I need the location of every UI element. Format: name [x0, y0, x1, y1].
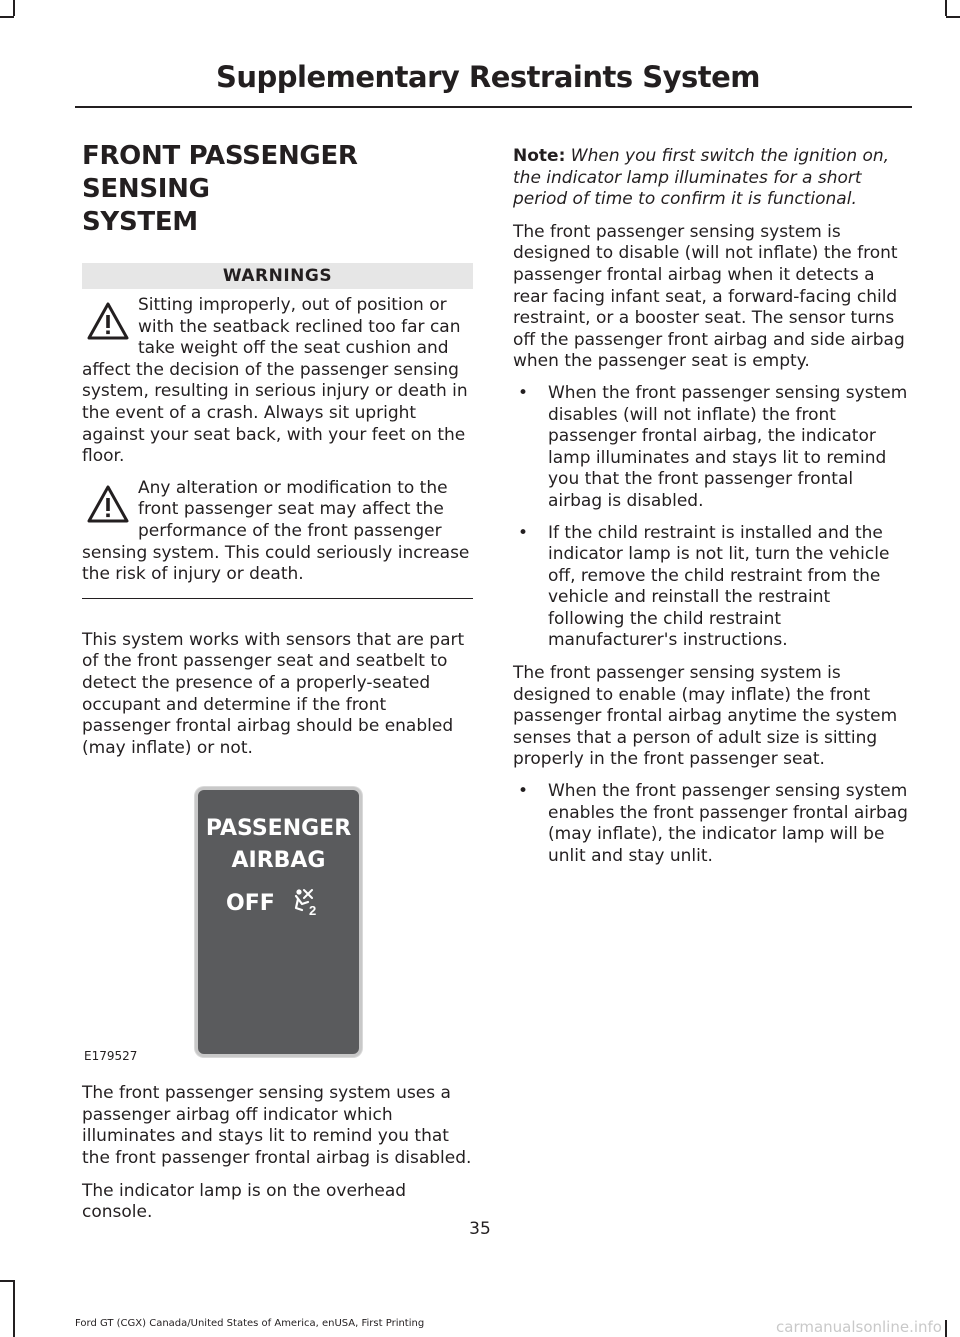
bullet-glyph: • [518, 522, 529, 543]
section-title [82, 140, 473, 239]
indicator-panel [195, 787, 362, 1057]
note-paragraph [513, 146, 908, 211]
crop-mark [0, 16, 14, 18]
paragraph: The indicator lamp is on the overhead console. [82, 1180, 407, 1223]
list-item [513, 383, 908, 513]
watermark: carmanualsonline.info [776, 1318, 942, 1336]
section-title-line1: FRONT PASSENGER SENSING [82, 141, 358, 204]
warning-item [82, 478, 473, 586]
crop-mark [945, 0, 947, 16]
passenger-airbag-icon [290, 886, 320, 918]
crop-mark [945, 1320, 947, 1337]
crop-mark [0, 1280, 14, 1282]
warning-triangle-icon [86, 484, 130, 524]
crop-mark [13, 1280, 15, 1337]
passenger-airbag-off-figure [82, 787, 473, 1069]
indicator-label-airbag: AIRBAG [231, 848, 326, 874]
list-item-text: If the child restraint is installed and the indicator lamp is not lit, turn the vehicle off, remove the child restraint from the vehicle and reinstall the restraint following the child restraint manufacturer's instructions. [548, 522, 890, 651]
indicator-label-passenger: PASSENGER [205, 816, 352, 842]
right-column [513, 146, 908, 867]
warning-text: Any alteration or modification to the front passenger seat may affect the performance of the front passenger sensing system. This could seriously increase the risk of injury or death. [82, 477, 470, 585]
note-text: When you first switch the ignition on, the indicator lamp illuminates for a short period of time to confirm it is functional. [513, 146, 890, 210]
page-header-title: Supplementary Restraints System [215, 60, 760, 94]
footer-text: Ford GT (CGX) Canada/United States of America, enUSA, First Printing [75, 1318, 425, 1329]
figure-id: E179527 [84, 1049, 138, 1064]
bullet-glyph: • [518, 781, 529, 802]
header-rule [75, 106, 912, 108]
list-item-text: When the front passenger sensing system disables (will not inflate) the front passenger frontal airbag, the indicator lamp illuminates and stays lit to remind you that the front passenger frontal airbag is disabled. [548, 382, 908, 511]
list-item [513, 523, 908, 653]
left-column [82, 140, 473, 1224]
warning-text: Sitting improperly, out of position or with the seatback reclined too far can take weight off the seat cushion and affect the decision of the passenger sensing system, resulting in serious injury or death in the event of a crash. Always sit upright against your seat back, with your feet on the floor. [82, 295, 468, 467]
paragraph: The front passenger sensing system is designed to enable (may inflate) the front passenger frontal airbag anytime the system senses that a person of adult size is sitting properly in the front passenger seat. [513, 663, 898, 770]
paragraph: The front passenger sensing system is designed to disable (will not inflate) the front passenger frontal airbag when it detects a rear facing infant seat, a forward-facing child restraint, or a booster seat. The sensor turns off the passenger front airbag and side airbag when the passenger seat is empty. [513, 221, 905, 372]
warnings-heading: WARNINGS [82, 263, 473, 289]
page-number: 35 [469, 1219, 491, 1239]
warnings-rule [82, 598, 473, 599]
paragraph: The front passenger sensing system uses a passenger airbag off indicator which illuminates and stays lit to remind you that the front passenger frontal airbag is disabled. [82, 1083, 472, 1169]
note-label: Note: [513, 146, 566, 166]
crop-mark [13, 0, 15, 16]
list-item [513, 781, 908, 867]
list-item-text: When the front passenger sensing system enables the front passenger frontal airbag (may inflate), the indicator lamp will be unlit and stay unlit. [548, 781, 908, 866]
crop-mark [946, 16, 960, 18]
bullet-glyph: • [518, 382, 529, 403]
warning-item [82, 295, 473, 468]
section-title-line2: SYSTEM [82, 207, 198, 237]
warning-triangle-icon [86, 301, 130, 341]
passenger-airbag-icon-subscript: 2 [309, 903, 317, 919]
indicator-label-off: OFF [226, 891, 275, 917]
paragraph: This system works with sensors that are part of the front passenger seat and seatbelt to detect the presence of a properly-seated occupant and determine if the front passenger frontal airbag should be enabled (may inflate) or not. [82, 629, 465, 758]
